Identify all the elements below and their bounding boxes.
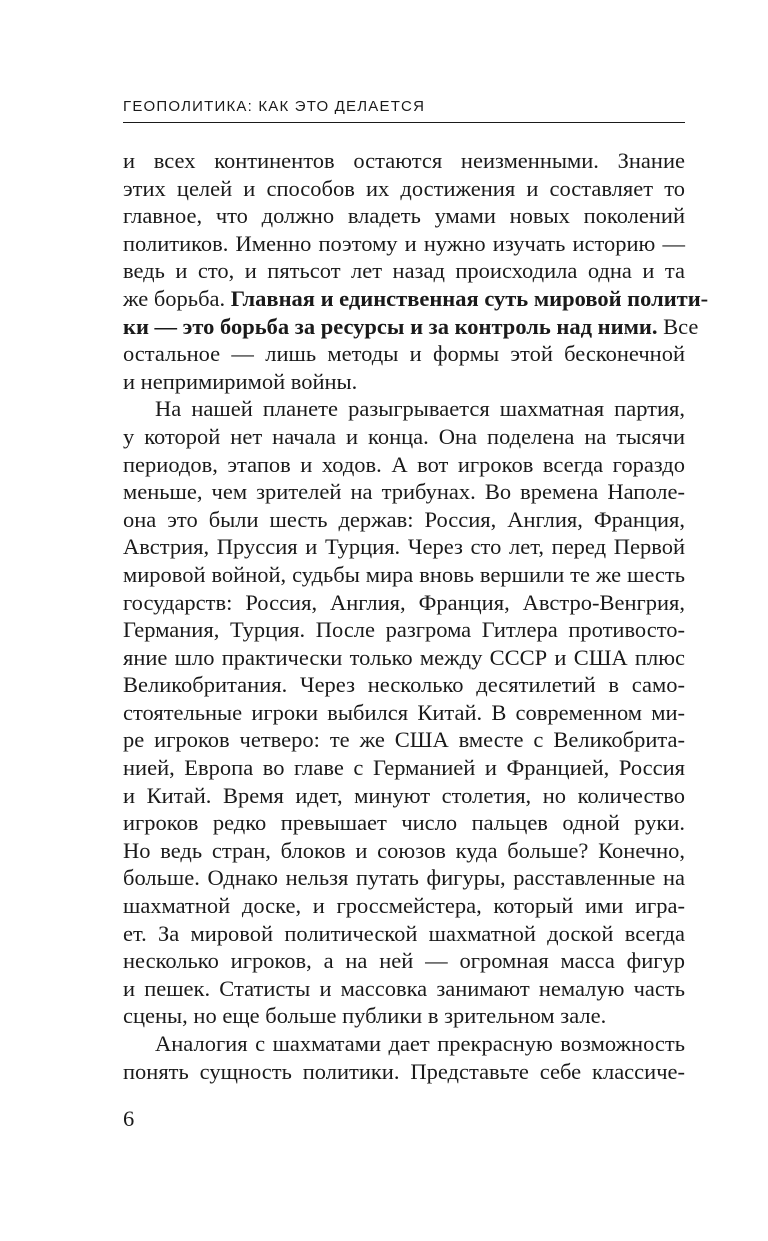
text-line: и Китай. Время идет, минуют столетия, но количество — [123, 782, 685, 808]
text-line: этих целей и способов их достижения и составляет то — [123, 175, 685, 201]
text-line: политиков. Именно поэтому и нужно изучать историю — — [123, 230, 685, 256]
text-line: понять сущность политики. Представьте себе классиче- — [123, 1058, 685, 1084]
text-line: Но ведь стран, блоков и союзов куда больше? Конечно, — [123, 837, 685, 863]
text-line: нией, Европа во главе с Германией и Францией, Россия — [123, 755, 685, 781]
text-line: же борьба. Главная и единственная суть мировой полити- — [123, 285, 709, 311]
text-line: ет. За мировой политической шахматной доской всегда — [123, 920, 685, 946]
text-line: стоятельные игроки выбился Китай. В современном ми- — [123, 699, 685, 725]
text-line: главное, что должно владеть умами новых поколений — [123, 203, 685, 229]
text-line: остальное — лишь методы и формы этой бесконечной — [123, 341, 685, 367]
text-line: она это были шесть держав: Россия, Англия, Франция, — [123, 506, 685, 532]
running-header: ГЕОПОЛИТИКА: КАК ЭТО ДЕЛАЕТСЯ — [123, 98, 426, 115]
text-line: ре игроков четверо: те же США вместе с Великобрита- — [123, 727, 685, 753]
text-line: яние шло практически только между СССР и США плюс — [123, 644, 685, 670]
text-line: На нашей планете разыгрывается шахматная партия, — [155, 396, 685, 422]
text-line: и пешек. Статисты и массовка занимают немалую часть — [123, 975, 685, 1001]
text-line: ки — это борьба за ресурсы и за контроль над ними. Все — [123, 313, 699, 339]
text-line: Великобритания. Через несколько десятилетий в само- — [123, 672, 685, 698]
text-line: у которой нет начала и конца. Она поделена на тысячи — [123, 423, 685, 449]
text-line: и всех континентов остаются неизменными. Знание — [123, 148, 685, 173]
header-divider — [123, 122, 685, 123]
text-line: меньше, чем зрителей на трибунах. Во времена Наполе- — [123, 479, 685, 505]
text-line: периодов, этапов и ходов. А вот игроков всегда гораздо — [123, 451, 685, 477]
text-line: больше. Однако нельзя путать фигуры, расставленные на — [123, 865, 685, 891]
page-number: 6 — [123, 1106, 135, 1131]
text-line: Австрия, Пруссия и Турция. Через сто лет, перед Первой — [123, 534, 685, 560]
text-line: шахматной доске, и гроссмейстера, который ими игра- — [123, 893, 685, 919]
text-line: сцены, но еще больше публики в зрительном зале. — [123, 1003, 607, 1029]
text-line: ведь и сто, и пятьсот лет назад происходила одна и та — [123, 258, 685, 284]
body-text — [123, 147, 709, 1085]
text-line: Аналогия с шахматами дает прекрасную возможность — [155, 1031, 685, 1056]
text-line: игроков редко превышает число пальцев одной руки. — [123, 810, 685, 836]
text-line: Германия, Турция. После разгрома Гитлера противосто- — [123, 617, 685, 643]
emphasis-text: Главная и единственная суть мировой полити- — [230, 285, 709, 311]
text-line: мировой войной, судьбы мира вновь вершили те же шесть — [123, 561, 685, 587]
text-line: государств: Россия, Англия, Франция, Австро-Венгрия, — [123, 589, 685, 615]
emphasis-text: ки — это борьба за ресурсы и за контроль над ними. — [123, 313, 658, 339]
text-line: и непримиримой войны. — [123, 368, 358, 394]
text-line: несколько игроков, а на ней — огромная масса фигур — [123, 948, 685, 974]
